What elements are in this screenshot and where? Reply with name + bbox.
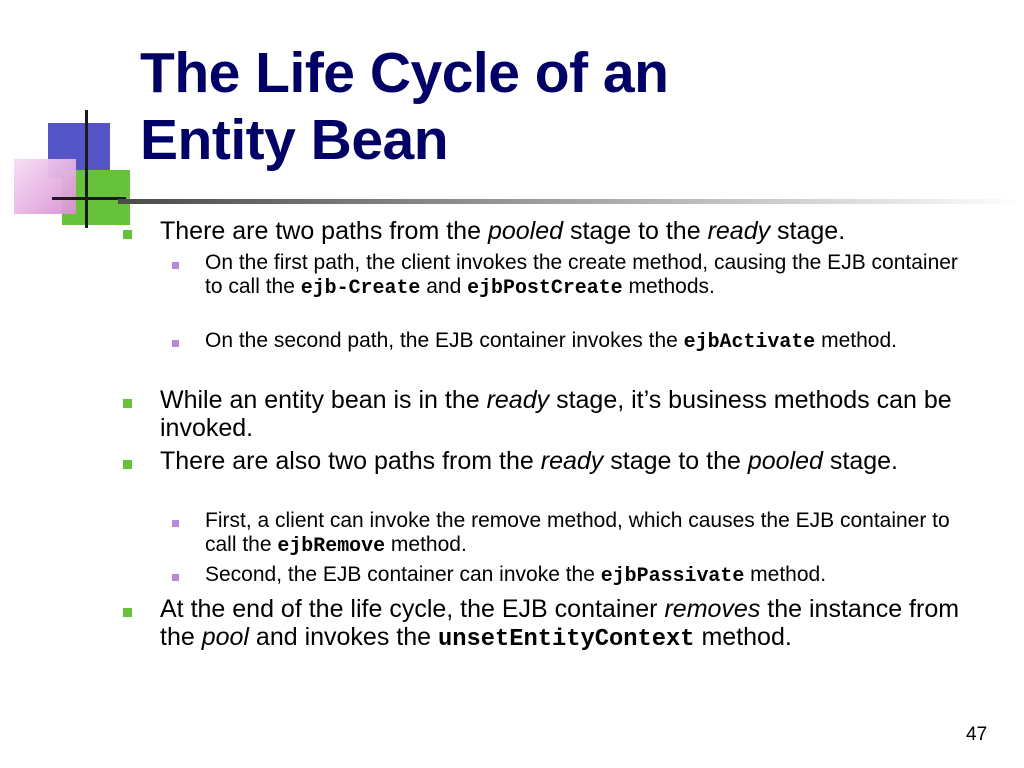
italic-text: pooled <box>487 217 564 245</box>
italic-text: pooled <box>747 447 823 475</box>
title-line-1: The Life Cycle of an <box>140 41 669 105</box>
text: At the end of the life cycle, the EJB container <box>160 595 665 623</box>
italic-text: pool <box>201 623 249 651</box>
bullet-marker <box>123 230 132 239</box>
text: stage to the <box>603 447 748 475</box>
title-line-2: Entity Bean <box>140 108 449 172</box>
bullet-4 <box>160 595 980 654</box>
code-text: ejbPassivate <box>600 564 745 587</box>
italic-text: ready <box>707 217 771 245</box>
text: method. <box>385 533 467 556</box>
sub-bullet-marker <box>172 574 179 581</box>
code-text: ejb-Create <box>300 276 421 299</box>
bullet-marker <box>123 608 132 617</box>
sub-bullet-marker <box>172 262 179 269</box>
text: method. <box>815 329 897 352</box>
text: While an entity bean is in the <box>160 386 487 414</box>
sub-bullet-1-2 <box>205 329 980 354</box>
slide-title <box>140 40 668 174</box>
code-text: ejbPostCreate <box>467 276 623 299</box>
title-underline-rule <box>118 199 1024 204</box>
decor-vertical-line <box>85 110 88 228</box>
text: There are also two paths from the <box>160 447 541 475</box>
text: method. <box>744 563 827 586</box>
bullet-2 <box>160 386 980 442</box>
bullet-1 <box>160 217 980 245</box>
text: stage. <box>822 447 898 475</box>
italic-text: ready <box>486 386 550 414</box>
sub-bullet-3-2 <box>205 563 980 588</box>
bullet-marker <box>123 460 132 469</box>
text: method. <box>694 623 792 651</box>
sub-bullet-marker <box>172 520 179 527</box>
text: There are two paths from the <box>160 217 488 245</box>
sub-bullet-3-1 <box>205 509 980 558</box>
text: and invokes the <box>248 623 438 651</box>
text: the instance from the <box>160 595 960 651</box>
text: Second, the EJB container can invoke the <box>205 563 601 586</box>
code-text: ejbRemove <box>277 534 386 557</box>
text: On the first path, the client invokes the create method, causing the EJB container to call the <box>205 251 958 298</box>
sub-bullet-1-1 <box>205 251 980 300</box>
text: First, a client can invoke the remove method, which causes the EJB container to call the <box>205 509 950 556</box>
text: and <box>420 275 468 298</box>
text: stage, it’s business methods can be invoked. <box>160 386 952 442</box>
decor-pink-square <box>14 159 76 214</box>
text: On the second path, the EJB container invokes the <box>205 329 684 352</box>
italic-text: ready <box>540 447 604 475</box>
italic-text: removes <box>664 595 761 623</box>
page-number: 47 <box>966 724 988 745</box>
bullet-marker <box>123 399 132 408</box>
sub-bullet-marker <box>172 340 179 347</box>
bullet-3 <box>160 447 980 475</box>
code-text: ejbActivate <box>683 330 816 353</box>
decor-horizontal-line <box>52 197 126 200</box>
text: methods. <box>622 275 715 298</box>
text: stage to the <box>563 217 708 245</box>
text: stage. <box>770 217 846 245</box>
code-text: unsetEntityContext <box>437 626 695 653</box>
